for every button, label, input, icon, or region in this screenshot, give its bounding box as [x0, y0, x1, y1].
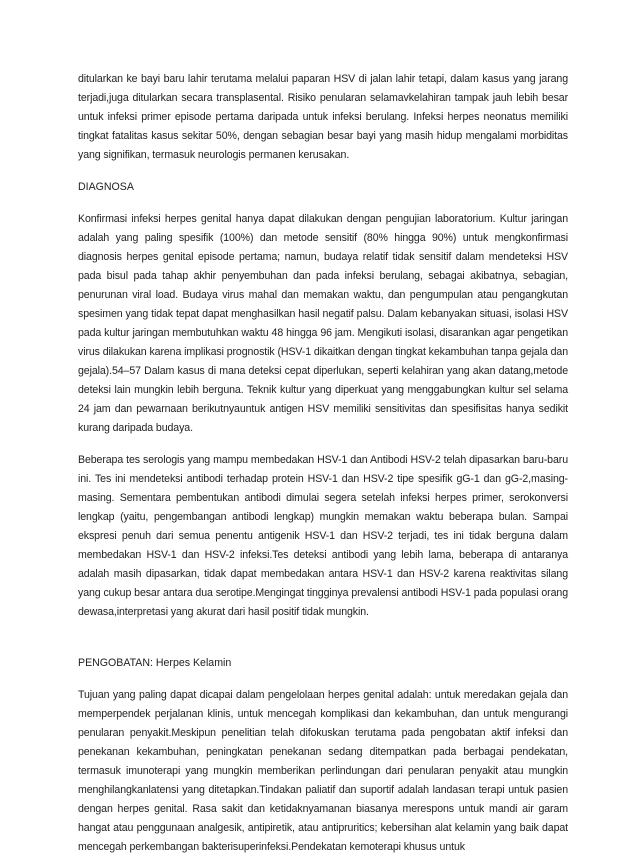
paragraph-laboratory-confirmation: Konfirmasi infeksi herpes genital hanya dapat dilakukan dengan pengujian laboratorium. Kultur jaringan adalah yang paling spesifik (100%) dan metode sensitif (80% hingga 90%) untuk mengkonfirmasi diagnosis herpes genital episode pertama; namun, budaya relatif tidak sensitif dalam mendeteksi HSV pada bisul pada tahap akhir penyembuhan dan pada infeksi berulang, sebagai akibatnya, sebagian, penurunan viral load. Budaya virus mahal dan memakan waktu, dan pengumpulan atau pengangkutan spesimen yang tidak tepat dapat menghasilkan hasil negatif palsu. Dalam kebanyakan situasi, isolasi HSV pada kultur jaringan membutuhkan waktu 48 hingga 96 jam. Mengikuti isolasi, disarankan agar pengetikan virus dilakukan karena implikasi prognostik (HSV-1 dikaitkan dengan tingkat kekambuhan tanpa gejala dan gejala).54–57 Dalam kasus di mana deteksi cepat diperlukan, seperti kelahiran yang akan datang,metode deteksi lain mungkin lebih berguna. Teknik kultur yang diperkuat yang menggabungkan kultur sel selama 24 jam dan pewarnaan berikutnyauntuk antigen HSV memiliki sensitivitas dan spesifisitas hanya sedikit kurang daripada budaya.	[78, 213, 568, 434]
paragraph-neonatal-transmission: ditularkan ke bayi baru lahir terutama melalui paparan HSV di jalan lahir tetapi, dalam kasus yang jarang terjadi,juga ditularkan secara transplasental. Risiko penularan selamavkelahiran tampak jauh lebih besar untuk infeksi primer episode pertama daripada untuk infeksi berulang. Infeksi herpes neonatus memiliki tingkat fatalitas kasus sekitar 50%, dengan sebagian besar bayi yang masih hidup mengalami morbiditas yang signifikan, termasuk neurologis permanen kerusakan.	[78, 73, 568, 161]
paragraph-treatment-goals: Tujuan yang paling dapat dicapai dalam pengelolaan herpes genital adalah: untuk meredakan gejala dan memperpendek perjalanan klinis, untuk mencegah komplikasi dan kekambuhan, dan untuk mengurangi penularan penyakit.Meskipun penelitian telah difokuskan terutama pada pengobatan aktif infeksi dan penekanan kekambuhan, peningkatan penekanan sedang ditempatkan pada berbagai pendekatan, termasuk imunoterapi yang mungkin memberikan perlindungan dari penularan penyakit atau mungkin menghilangkanlatensi yang ditetapkan.Tindakan paliatif dan suportif adalah landasan terapi untuk pasien dengan herpes genital. Rasa sakit dan ketidaknyamanan biasanya merespons untuk mandi air garam hangat atau penggunaan analgesik, antipiretik, atau antipruritics; kebersihan alat kelamin yang baik dapat mencegah perkembangan bakterisuperinfeksi.Pendekatan kemoterapi khusus untuk	[78, 689, 568, 853]
paragraph-serologic-tests: Beberapa tes serologis yang mampu membedakan HSV-1 dan Antibodi HSV-2 telah dipasarkan baru-baru ini. Tes ini mendeteksi antibodi terhadap protein HSV-1 dan HSV-2 tipe spesifik gG-1 dan gG-2,masing-masing. Sementara pembentukan antibodi dimulai segera setelah infeksi herpes primer, serokonversi lengkap (yaitu, pengembangan antibodi lengkap) mungkin memakan waktu beberapa bulan. Sampai ekspresi penuh dari semua penentu antigenik HSV-1 dan HSV-2 terjadi, tes ini tidak berguna dalam membedakan HSV-1 dan HSV-2 infeksi.Tes deteksi antibodi yang lebih lama, beberapa di antaranya adalah masih dipasarkan, tidak dapat membedakan antara HSV-1 dan HSV-2 karena reaktivitas silang yang cukup besar antara dua serotipe.Mengingat tingginya prevalensi antibodi HSV-1 pada populasi orang dewasa,interpretasi yang akurat dari hasil positif tidak mungkin.	[78, 454, 568, 618]
heading-diagnosa: DIAGNOSA	[78, 181, 134, 193]
heading-pengobatan: PENGOBATAN: Herpes Kelamin	[78, 657, 232, 669]
